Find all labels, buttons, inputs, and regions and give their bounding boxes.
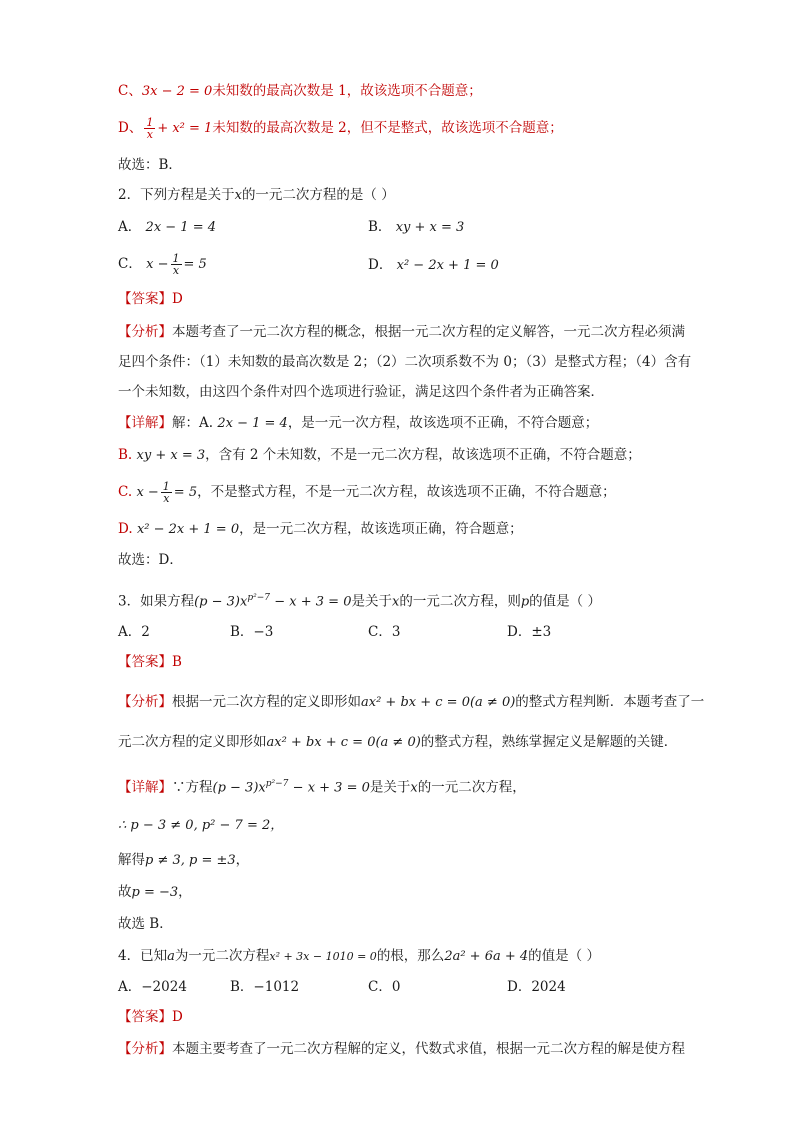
prev-option-c [118,81,482,102]
option-label: C、 [118,83,142,99]
q4-answer: 【答案】D [118,1009,183,1025]
q3-option-d: D．±3 [507,624,552,640]
q2-detail-b: B. xy + x = 3，含有 2 个未知数，不是一元二次方程，故该选项不正确，不符合题意； [118,447,641,463]
option-text: 未知数的最高次数是 2，但不是整式，故该选项不合题意； [212,120,563,136]
option-text: 未知数的最高次数是 1，故该选项不合题意； [212,83,482,99]
fraction: $\frac{1}{x}$ [146,116,154,141]
q2-answer: 【答案】D [118,291,183,307]
prev-option-d [118,117,563,140]
prev-select: 故选：B． [118,157,182,173]
q3-stem: 3．如果方程$(p - 3)x^{p^2-7} - x + 3 = 0$是关于x的一元二次方程，则p的值是（ ） [118,593,601,610]
q3-analysis-line-2: 元二次方程的定义即形如ax² + bx + c = 0(a ≠ 0)的整式方程，熟练掌握定义是解题的关键． [118,734,678,750]
q2-option-b: B． xy + x = 3 [368,219,465,235]
q3-detail-line-3: 解得p ≠ 3, p = ±3， [118,852,250,868]
q3-select: 故选 B． [118,916,173,932]
q3-detail-line-2: ∴ p − 3 ≠ 0, p² − 7 = 2， [118,818,284,833]
q3-answer: 【答案】B [118,654,182,670]
q3-detail-line-4: 故p = −3， [118,884,192,900]
q3-detail-line-1: 【详解】∵方程$(p - 3)x^{p^2-7} - x + 3 = 0$是关于x的一元二次方程， [118,779,526,796]
q3-option-a: A．2 [118,624,150,640]
q4-option-a: A．−2024 [118,979,187,995]
q2-detail-a: 【详解】解：A. 2x − 1 = 4，是一元一次方程，故该选项不正确，不符合题意； [118,415,599,431]
q4-option-c: C．0 [368,979,401,995]
q3-option-b: B．−3 [230,624,274,640]
q2-analysis-line-3: 一个未知数，由这四个条件对四个选项进行验证，满足这四个条件者为正确答案． [118,384,604,400]
fraction: $\frac{1}{x}$ [172,252,180,277]
q4-option-d: D．2024 [507,979,566,995]
fraction: $\frac{1}{x}$ [162,480,170,505]
q4-option-b: B．−1012 [230,979,300,995]
q2-detail-d: D. x² − 2x + 1 = 0，是一元二次方程，故该选项正确，符合题意； [118,521,523,537]
q2-analysis-line-1: 【分析】本题考查了一元二次方程的概念，根据一元二次方程的定义解答，一元二次方程必须满 [118,324,685,340]
q3-analysis-line-1: 【分析】根据一元二次方程的定义即形如ax² + bx + c = 0(a ≠ 0)的整式方程判断．本题考查了一 [118,694,705,710]
q2-stem: 2．下列方程是关于x的一元二次方程的是（ ） [118,187,395,203]
q2-option-a: A． 2x − 1 = 4 [118,219,217,235]
q2-analysis-line-2: 足四个条件：（1）未知数的最高次数是 2；（2）二次项系数不为 0；（3）是整式方程；（4）含有 [118,354,692,370]
math-expression: + x² = 1 [157,121,213,136]
option-label: D、 [118,120,143,136]
q2-option-c: C． x − $\frac{1}{x}$ = 5 [118,252,207,277]
q3-option-c: C．3 [368,624,401,640]
q2-option-d: D． x² − 2x + 1 = 0 [368,257,499,273]
q4-stem: 4．已知a为一元二次方程x² + 3x − 1010 = 0的根，那么2a² + 6a + 4的值是（ ） [118,948,600,964]
q2-select: 故选：D． [118,552,183,568]
q4-analysis-line-1: 【分析】本题主要考查了一元二次方程解的定义，代数式求值，根据一元二次方程的解是使方程 [118,1041,685,1057]
math-expression: 3x − 2 = 0 [141,84,213,99]
q2-detail-c: C. x − $\frac{1}{x}$ = 5，不是整式方程，不是一元二次方程，故该选项不正确，不符合题意； [118,480,616,505]
